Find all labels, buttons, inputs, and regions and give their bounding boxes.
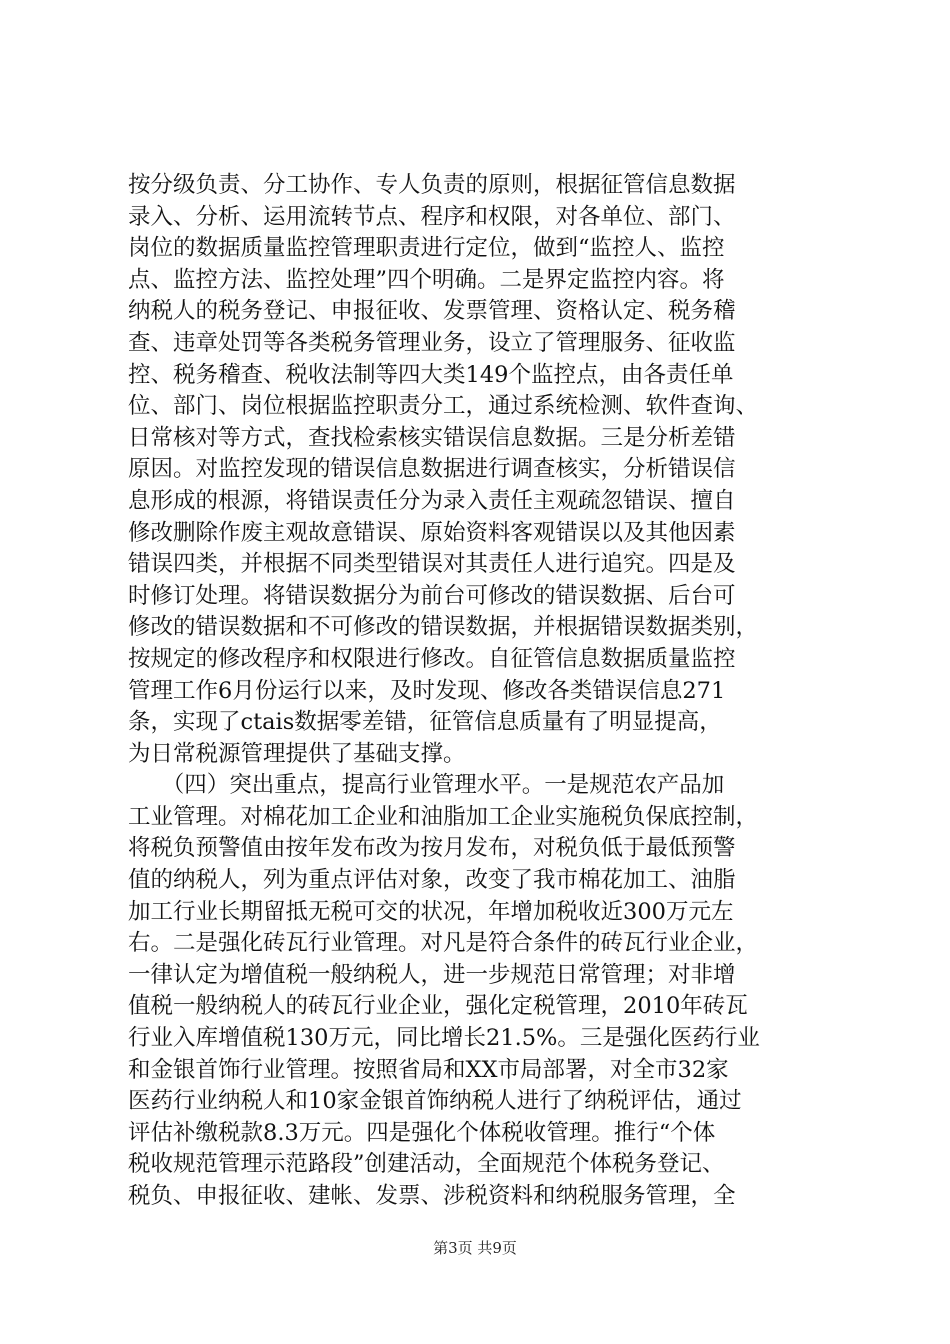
text-line: 按规定的修改程序和权限进行修改。自征管信息数据质量监控 xyxy=(128,645,736,672)
text-line: 纳税人的税务登记、申报征收、发票管理、资格认定、税务稽 xyxy=(128,298,736,325)
text-line: 录入、分析、运用流转节点、程序和权限，对各单位、部门、 xyxy=(128,203,736,230)
text-line: 值税一般纳税人的砖瓦行业企业，强化定税管理，2010年砖瓦 xyxy=(128,993,748,1020)
text-line: 查、违章处罚等各类税务管理业务，设立了管理服务、征收监 xyxy=(128,329,736,356)
text-line: 税负、申报征收、建帐、发票、涉税资料和纳税服务管理，全 xyxy=(128,1183,736,1209)
text-line: 工业管理。对棉花加工企业和油脂加工企业实施税负保底控制， xyxy=(128,803,759,830)
text-line: 按分级负责、分工协作、专人负责的原则，根据征管信息数据 xyxy=(128,172,736,198)
text-line: 息形成的根源，将错误责任分为录入责任主观疏忽错误、擅自 xyxy=(128,487,736,514)
text-line: 错误四类，并根据不同类型错误对其责任人进行追究。四是及 xyxy=(128,551,736,578)
text-line: 医药行业纳税人和10家金银首饰纳税人进行了纳税评估，通过 xyxy=(128,1088,742,1115)
text-line: 修改的错误数据和不可修改的错误数据，并根据错误数据类别， xyxy=(128,614,759,641)
text-line: 条，实现了ctais数据零差错，征管信息质量有了明显提高， xyxy=(128,709,722,736)
text-line: 日常核对等方式，查找检索核实错误信息数据。三是分析差错 xyxy=(128,424,736,451)
text-line: 和金银首饰行业管理。按照省局和XX市局部署，对全市32家 xyxy=(128,1056,729,1083)
text-line: 将税负预警值由按年发布改为按月发布，对税负低于最低预警 xyxy=(128,835,736,862)
text-line: （四）突出重点，提高行业管理水平。一是规范农产品加 xyxy=(128,772,725,799)
page-footer: 第3页 共9页 xyxy=(433,1239,517,1257)
text-line: 管理工作6月份运行以来，及时发现、修改各类错误信息271 xyxy=(128,677,726,704)
text-line: 时修订处理。将错误数据分为前台可修改的错误数据、后台可 xyxy=(128,582,736,609)
text-line: 加工行业长期留抵无税可交的状况，年增加税收近300万元左 xyxy=(128,898,734,925)
body-text xyxy=(128,170,828,1213)
text-line: 控、税务稽查、税收法制等四大类149个监控点，由各责任单 xyxy=(128,361,734,388)
text-line: 为日常税源管理提供了基础支撑。 xyxy=(128,740,466,767)
text-line: 税收规范管理示范路段”创建活动，全面规范个体税务登记、 xyxy=(128,1151,725,1178)
text-line: 行业入库增值税130万元，同比增长21.5%。三是强化医药行业 xyxy=(128,1025,760,1052)
text-line: 原因。对监控发现的错误信息数据进行调查核实，分析错误信 xyxy=(128,456,736,483)
text-line: 评估补缴税款8.3万元。四是强化个体税收管理。推行“个体 xyxy=(128,1119,716,1146)
text-line: 值的纳税人，列为重点评估对象，改变了我市棉花加工、油脂 xyxy=(128,867,736,894)
text-line: 右。二是强化砖瓦行业管理。对凡是符合条件的砖瓦行业企业， xyxy=(128,930,759,957)
text-line: 岗位的数据质量监控管理职责进行定位，做到“监控人、监控 xyxy=(128,235,725,262)
text-line: 修改删除作废主观故意错误、原始资料客观错误以及其他因素 xyxy=(128,519,736,546)
text-line: 一律认定为增值税一般纳税人，进一步规范日常管理；对非增 xyxy=(128,961,736,988)
text-line: 位、部门、岗位根据监控职责分工，通过系统检测、软件查询、 xyxy=(128,393,759,420)
text-line: 点、监控方法、监控处理”四个明确。二是界定监控内容。将 xyxy=(128,266,725,293)
